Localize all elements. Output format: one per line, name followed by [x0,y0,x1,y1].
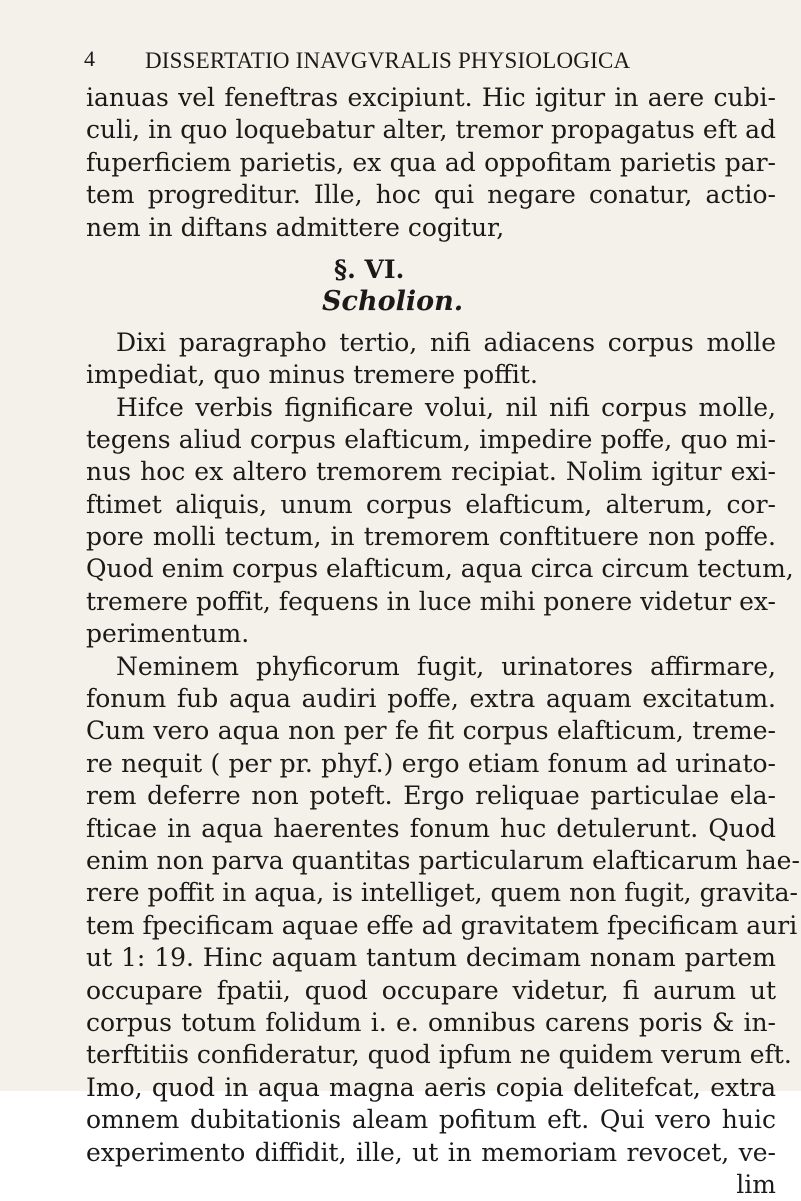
text-line: tremere poffit, fequens in luce mihi ponere videtur ex- [86,586,776,616]
running-head-title: DISSERTATIO INAVGVRALIS PHYSIOLOGICA [145,48,631,73]
section-heading: §. VI. [334,254,405,284]
text-line: fticae in aqua haerentes fonum huc detulerunt. Quod [86,813,776,843]
text-line: pore molli tectum, in tremorem conftituere non poffe. [86,522,776,552]
text-line: corpus totum folidum i. e. omnibus carens poris & in- [86,1007,776,1037]
text-line: enim non parva quantitas particularum elafticarum hae- [86,845,800,875]
text-line: tegens aliud corpus elafticum, impedire poffe, quo mi- [86,424,776,454]
text-line: fonum fub aqua audiri poffe, extra aquam excitatum. [86,684,776,714]
text-line: Cum vero aqua non per fe fit corpus elafticum, treme- [86,716,776,746]
text-line: ftimet aliquis, unum corpus elafticum, alterum, cor- [86,489,776,519]
text-line: fuperficiem parietis, ex qua ad oppofitam parietis par- [86,147,776,177]
text-line: perimentum. [86,619,250,649]
text-line: nus hoc ex altero tremorem recipiat. Nolim igitur exi- [86,457,776,487]
text-line: Hifce verbis fignificare volui, nil nifi corpus molle, [116,392,776,422]
text-line: Imo, quod in aqua magna aeris copia delitefcat, extra [86,1072,776,1102]
running-head [84,46,784,76]
text-line: impediat, quo minus tremere poffit. [86,360,538,390]
section-subtitle: Scholion. [322,286,464,318]
text-line: tem fpecificam aquae effe ad gravitatem fpecificam auri [86,910,798,940]
text-block [86,82,800,1201]
text-line: tem progreditur. Ille, hoc qui negare conatur, actio- [86,180,776,210]
text-line: ut 1: 19. Hinc aquam tantum decimam nonam partem [86,943,776,973]
text-line: culi, in quo loquebatur alter, tremor propagatus eft ad [86,115,776,145]
text-line: Dixi paragrapho tertio, nifi adiacens corpus molle [116,327,776,357]
text-line: omnem dubitationis aleam pofitum eft. Qui vero huic [86,1105,776,1135]
text-line: ianuas vel feneftras excipiunt. Hic igitur in aere cubi- [86,83,776,112]
text-line: rem deferre non poteft. Ergo reliquae particulae ela- [86,781,776,811]
text-line: experimento diffidit, ille, ut in memoriam revocet, ve- [86,1137,776,1167]
catchword: lim [736,1169,776,1199]
text-line: terftitiis confideratur, quod ipfum ne quidem verum eft. [86,1040,792,1070]
text-line: Quod enim corpus elafticum, aqua circa circum tectum, [86,554,794,584]
text-line: nem in diftans admittere cogitur, [86,212,505,242]
text-line: Neminem phyficorum fugit, urinatores affirmare, [116,651,776,681]
text-line: occupare fpatii, quod occupare videtur, fi aurum ut [86,975,776,1005]
page-number: 4 [84,46,95,71]
text-line: rere poffit in aqua, is intelliget, quem non fugit, gravita- [86,878,798,908]
text-line: re nequit ( per pr. phyf.) ergo etiam fonum ad urinato- [86,748,776,778]
